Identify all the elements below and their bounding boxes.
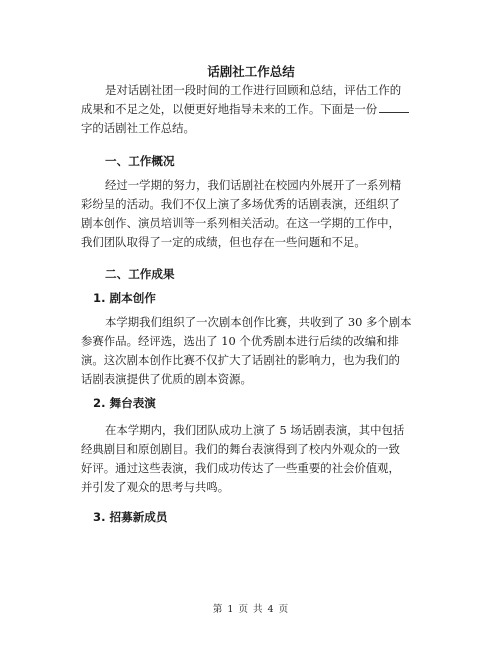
subsection-3-heading: 3. 招募新成员 xyxy=(93,510,168,524)
subsection-2-line-1: 在本学期内，我们团队成功上演了 5 场话剧表演，其中包括 xyxy=(105,423,405,437)
subsection-2-line-4: 并引发了观众的思考与共鸣。 xyxy=(81,480,230,494)
subsection-1-line-2: 参赛作品。经评选，选出了 10 个优秀剧本进行后续的改编和排 xyxy=(81,334,399,348)
subsection-1-line-4: 话剧表演提供了优质的剧本资源。 xyxy=(81,372,252,386)
section-1-heading: 一、工作概况 xyxy=(105,154,175,168)
intro-line-3: 字的话剧社工作总结。 xyxy=(81,121,195,135)
section-1-line-4: 我们团队取得了一定的成绩，但也存在一些问题和不足。 xyxy=(81,235,366,249)
section-2-heading: 二、工作成果 xyxy=(105,267,175,281)
intro-line-2 xyxy=(0,101,502,117)
section-1-line-1: 经过一学期的努力，我们话剧社在校园内外展开了一系列精 xyxy=(105,178,402,192)
section-1-line-2: 彩纷呈的活动。我们不仅上演了多场优秀的话剧表演，还组织了 xyxy=(81,197,400,211)
subsection-2-heading: 2. 舞台表演 xyxy=(93,396,156,410)
document-title: 话剧社工作总结 xyxy=(207,64,295,79)
subsection-1-line-3: 演。这次剧本创作比赛不仅扩大了话剧社的影响力，也为我们的 xyxy=(81,353,400,367)
fill-in-blank xyxy=(379,101,409,113)
intro-line-1: 是对话剧社团一段时间的工作进行回顾和总结，评估工作的 xyxy=(105,83,402,97)
subsection-2-line-2: 经典剧目和原创剧目。我们的舞台表演得到了校内外观众的一致 xyxy=(81,442,400,456)
intro-line-2-text: 成果和不足之处，以便更好地指导未来的工作。下面是一份 xyxy=(81,102,378,116)
page-footer: 第 1 页 共 4 页 xyxy=(212,604,290,615)
subsection-1-heading: 1. 剧本创作 xyxy=(93,291,156,305)
section-1-line-3: 剧本创作、演员培训等一系列相关活动。在这一学期的工作中， xyxy=(81,216,400,230)
subsection-1-line-1: 本学期我们组织了一次剧本创作比赛，共收到了 30 多个剧本 xyxy=(105,315,412,329)
subsection-2-line-3: 好评。通过这些表演，我们成功传达了一些重要的社会价值观， xyxy=(81,461,400,475)
